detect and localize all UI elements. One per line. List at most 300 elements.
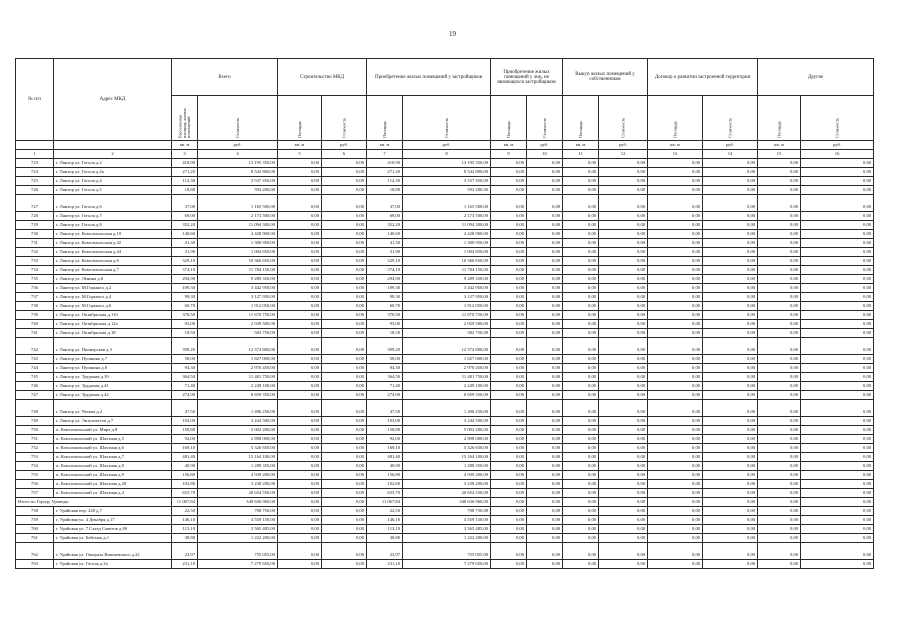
value-cell: 0,00: [278, 338, 322, 355]
value-cell: 0,00: [599, 168, 648, 177]
value-cell: 0,00: [648, 507, 703, 516]
value-cell: 582 750,00: [198, 329, 278, 338]
value-cell: 40,90: [172, 462, 198, 471]
row-number: 748: [16, 400, 54, 417]
value-cell: 0,00: [801, 186, 874, 195]
row-number: 757: [16, 489, 54, 498]
value-cell: 0,00: [801, 195, 874, 212]
address-cell: г. Лянтор ул. Гоголя д.2: [54, 159, 172, 168]
value-cell: 0,00: [648, 239, 703, 248]
value-cell: 0,00: [527, 355, 563, 364]
value-cell: 0,00: [563, 391, 599, 400]
value-cell: 0,00: [278, 364, 322, 373]
value-cell: 0,00: [527, 560, 563, 569]
value-cell: 0,00: [322, 239, 367, 248]
value-cell: 0,00: [703, 480, 758, 489]
value-cell: 0,00: [801, 534, 874, 543]
value-cell: 0,00: [491, 507, 527, 516]
table-row: [16, 311, 874, 320]
value-cell: 0,00: [563, 293, 599, 302]
value-cell: 0,00: [278, 560, 322, 569]
value-cell: 102,80: [367, 480, 403, 489]
value-cell: 0,00: [599, 177, 648, 186]
row-number: 728: [16, 212, 54, 221]
table-row: [16, 239, 874, 248]
value-cell: 370,50: [367, 311, 403, 320]
address-cell: г. Урайовая ул. 4 Декабря д.17: [54, 516, 172, 525]
address-cell: п. Комсомольский ул. Шахтная д.6: [54, 444, 172, 453]
value-cell: 23,97: [172, 543, 198, 560]
value-cell: 0,00: [527, 435, 563, 444]
row-number: 752: [16, 444, 54, 453]
table-row: [16, 435, 874, 444]
value-cell: 3 127 950,00: [198, 293, 278, 302]
value-cell: 0,00: [703, 320, 758, 329]
row-number: 725: [16, 177, 54, 186]
address-cell: п. Комсомольский ул. Мира д.8: [54, 426, 172, 435]
value-cell: 0,00: [758, 275, 801, 284]
value-cell: 0,00: [648, 230, 703, 239]
value-cell: 0,00: [527, 230, 563, 239]
value-cell: 60,70: [172, 302, 198, 311]
value-cell: 4 939 200,00: [403, 471, 491, 480]
column-number: 2: [54, 150, 172, 159]
value-cell: 0,00: [758, 364, 801, 373]
value-cell: 0,00: [801, 525, 874, 534]
value-cell: 0,00: [322, 230, 367, 239]
value-cell: 69,00: [172, 212, 198, 221]
value-cell: 102,80: [172, 480, 198, 489]
subheader-area: Площадь: [563, 96, 599, 141]
value-cell: 1 496 250,00: [198, 400, 278, 417]
value-cell: 15 164 100,00: [403, 453, 491, 462]
value-cell: 0,00: [703, 293, 758, 302]
value-cell: 0,00: [322, 329, 367, 338]
value-cell: 0,00: [599, 311, 648, 320]
address-cell: г. Лянтор ул. М.Горького д.2: [54, 284, 172, 293]
value-cell: 22,50: [172, 507, 198, 516]
value-cell: 0,00: [491, 186, 527, 195]
value-cell: 0,00: [703, 329, 758, 338]
value-cell: 0,00: [322, 364, 367, 373]
value-cell: 0,00: [648, 159, 703, 168]
value-cell: 329,10: [367, 257, 403, 266]
value-cell: 0,00: [527, 453, 563, 462]
table-row: [16, 212, 874, 221]
value-cell: 0,00: [491, 168, 527, 177]
value-cell: 0,00: [322, 525, 367, 534]
value-cell: 655,70: [172, 489, 198, 498]
value-cell: 0,00: [322, 498, 367, 507]
value-cell: 0,00: [801, 435, 874, 444]
value-cell: 0,00: [322, 212, 367, 221]
row-number: 737: [16, 293, 54, 302]
row-number: 723: [16, 159, 54, 168]
value-cell: 0,00: [703, 444, 758, 453]
value-cell: 0,00: [563, 444, 599, 453]
value-cell: 0,00: [278, 159, 322, 168]
value-cell: 0,00: [648, 248, 703, 257]
value-cell: 0,00: [758, 560, 801, 569]
value-cell: 0,00: [322, 257, 367, 266]
value-cell: 0,00: [322, 302, 367, 311]
value-cell: 0,00: [703, 560, 758, 569]
value-cell: 0,00: [801, 257, 874, 266]
value-cell: 0,00: [703, 275, 758, 284]
row-number: 735: [16, 275, 54, 284]
row-number: 753: [16, 453, 54, 462]
value-cell: 4 559 150,00: [403, 516, 491, 525]
value-cell: 0,00: [801, 489, 874, 498]
value-cell: 0,00: [322, 373, 367, 382]
value-cell: 0,00: [527, 257, 563, 266]
value-cell: 0,00: [491, 453, 527, 462]
table-row: [16, 525, 874, 534]
value-cell: 0,00: [648, 355, 703, 364]
value-cell: 1 004 850,00: [403, 248, 491, 257]
value-cell: 0,00: [703, 221, 758, 230]
value-cell: 8 542 800,00: [198, 168, 278, 177]
value-cell: 113,19: [367, 525, 403, 534]
subheader-cost: Стоимость: [599, 96, 648, 141]
value-cell: 755 055,00: [198, 543, 278, 560]
value-cell: 0,00: [801, 391, 874, 400]
value-cell: 3 537 450,00: [403, 177, 491, 186]
subheader-cost: Стоимость: [322, 96, 367, 141]
value-cell: 0,00: [758, 489, 801, 498]
units-area: кв. м: [758, 141, 801, 150]
value-cell: 0,00: [491, 293, 527, 302]
value-cell: 2 898 000,00: [403, 435, 491, 444]
value-cell: 0,00: [527, 195, 563, 212]
row-number: 729: [16, 221, 54, 230]
subheader-area: Площадь: [491, 96, 527, 141]
value-cell: 655,70: [367, 489, 403, 498]
value-cell: 0,00: [491, 311, 527, 320]
address-cell: г. Лянтор ул. Энтузиастов д.7: [54, 417, 172, 426]
value-cell: 0,00: [491, 560, 527, 569]
value-cell: 708 750,00: [403, 507, 491, 516]
value-cell: 0,00: [527, 168, 563, 177]
value-cell: 0,00: [801, 498, 874, 507]
value-cell: 0,00: [758, 444, 801, 453]
value-cell: 0,00: [758, 543, 801, 560]
value-cell: 0,00: [599, 257, 648, 266]
value-cell: 0,00: [703, 417, 758, 426]
value-cell: 0,00: [758, 400, 801, 417]
value-cell: 0,00: [563, 364, 599, 373]
value-cell: 0,00: [801, 480, 874, 489]
value-cell: 0,00: [563, 426, 599, 435]
value-cell: 0,00: [648, 453, 703, 462]
table-row: [16, 186, 874, 195]
value-cell: 0,00: [278, 275, 322, 284]
value-cell: 7 279 650,00: [198, 560, 278, 569]
value-cell: 11 784 150,00: [403, 266, 491, 275]
value-cell: 0,00: [703, 230, 758, 239]
value-cell: 0,00: [322, 284, 367, 293]
address-cell: г. Лянтор ул. Комсомольская д.44: [54, 248, 172, 257]
value-cell: 0,00: [801, 453, 874, 462]
value-cell: 140,60: [172, 230, 198, 239]
value-cell: 582 750,00: [403, 329, 491, 338]
value-cell: 0,00: [648, 186, 703, 195]
column-number: 13: [648, 150, 703, 159]
row-number: 746: [16, 382, 54, 391]
value-cell: 0,00: [801, 560, 874, 569]
value-cell: 0,00: [648, 293, 703, 302]
value-cell: 2 249 100,00: [198, 382, 278, 391]
table-row: [16, 159, 874, 168]
value-cell: 0,00: [801, 275, 874, 284]
value-cell: 11 094 300,00: [403, 221, 491, 230]
value-cell: 0,00: [527, 338, 563, 355]
value-cell: 0,00: [563, 177, 599, 186]
table-row: [16, 177, 874, 186]
value-cell: 5 326 650,00: [198, 444, 278, 453]
value-cell: 0,00: [563, 195, 599, 212]
value-cell: 0,00: [703, 239, 758, 248]
value-cell: 0,00: [278, 257, 322, 266]
value-cell: 0,00: [563, 320, 599, 329]
value-cell: 0,00: [491, 525, 527, 534]
value-cell: 0,00: [599, 480, 648, 489]
row-number: 762: [16, 543, 54, 560]
value-cell: 92,00: [172, 435, 198, 444]
address-cell: г. Урайовая ул. 7 Съезд Советов д.90: [54, 525, 172, 534]
value-cell: 0,00: [703, 177, 758, 186]
row-number: 751: [16, 435, 54, 444]
value-cell: 0,00: [801, 320, 874, 329]
subheader-area: Площадь: [758, 96, 801, 141]
value-cell: 592 200,00: [198, 186, 278, 195]
value-cell: 0,00: [703, 364, 758, 373]
value-cell: 0,00: [322, 462, 367, 471]
value-cell: 0,00: [322, 543, 367, 560]
value-cell: 41,30: [172, 239, 198, 248]
value-cell: 169,10: [367, 444, 403, 453]
value-cell: 0,00: [758, 329, 801, 338]
value-cell: 146,10: [172, 516, 198, 525]
units-cost: руб.: [599, 141, 648, 150]
value-cell: 0,00: [801, 426, 874, 435]
value-cell: 0,00: [648, 471, 703, 480]
value-cell: 0,00: [563, 525, 599, 534]
value-cell: 0,00: [491, 221, 527, 230]
value-cell: 0,00: [491, 159, 527, 168]
value-cell: 0,00: [648, 525, 703, 534]
value-cell: 0,00: [278, 221, 322, 230]
value-cell: 158,80: [367, 426, 403, 435]
row-number: 759: [16, 516, 54, 525]
value-cell: 0,00: [703, 373, 758, 382]
value-cell: 0,00: [563, 284, 599, 293]
group-header-development-contract: Договор о развитии застроенной территории: [648, 59, 758, 96]
value-cell: 0,00: [278, 302, 322, 311]
row-number: 760: [16, 525, 54, 534]
value-cell: 0,00: [703, 338, 758, 355]
table-row: [16, 444, 874, 453]
row-number: 738: [16, 302, 54, 311]
value-cell: 0,00: [527, 525, 563, 534]
value-cell: 0,00: [703, 311, 758, 320]
value-cell: 0,00: [527, 444, 563, 453]
group-header-purchase-non-developers: Приобретение жилых помещений у лиц, не являющихся застройщиком: [491, 59, 563, 96]
value-cell: 60,70: [367, 302, 403, 311]
value-cell: 0,00: [703, 400, 758, 417]
value-cell: 364,50: [367, 373, 403, 382]
units-area: кв. м: [278, 141, 322, 150]
value-cell: 99,30: [367, 293, 403, 302]
value-cell: 0,00: [758, 462, 801, 471]
units-cost: руб.: [801, 141, 874, 150]
value-cell: 0,00: [563, 186, 599, 195]
value-cell: 0,00: [563, 462, 599, 471]
value-cell: 0,00: [527, 293, 563, 302]
value-cell: 0,00: [491, 329, 527, 338]
value-cell: 348 636 960,00: [403, 498, 491, 507]
value-cell: 1 288 350,00: [403, 462, 491, 471]
column-number: 12: [599, 150, 648, 159]
value-cell: 399,20: [367, 338, 403, 355]
value-cell: 0,00: [322, 534, 367, 543]
value-cell: 1 004 850,00: [198, 248, 278, 257]
value-cell: 0,00: [322, 435, 367, 444]
value-cell: 0,00: [703, 186, 758, 195]
units-cost: руб.: [322, 141, 367, 150]
value-cell: 112,30: [172, 177, 198, 186]
value-cell: 8 659 350,00: [403, 391, 491, 400]
value-cell: 0,00: [278, 329, 322, 338]
value-cell: 1 827 000,00: [198, 355, 278, 364]
address-cell: г. Лянтор ул. Пушкина д.7: [54, 355, 172, 364]
value-cell: 0,00: [563, 311, 599, 320]
value-cell: 0,00: [527, 212, 563, 221]
value-cell: 0,00: [527, 221, 563, 230]
address-cell: г. Лянтор ул. М.Горького д.4: [54, 293, 172, 302]
value-cell: 0,00: [563, 230, 599, 239]
row-number: 749: [16, 417, 54, 426]
value-cell: 0,00: [322, 489, 367, 498]
value-cell: 11 670 750,00: [403, 311, 491, 320]
value-cell: 0,00: [278, 293, 322, 302]
value-cell: 0,00: [703, 284, 758, 293]
value-cell: 0,00: [648, 168, 703, 177]
value-cell: 20 654 550,00: [198, 489, 278, 498]
value-cell: 0,00: [491, 302, 527, 311]
value-cell: 0,00: [278, 168, 322, 177]
value-cell: 0,00: [648, 311, 703, 320]
row-number: 758: [16, 507, 54, 516]
value-cell: 113,19: [172, 525, 198, 534]
value-cell: 0,00: [599, 338, 648, 355]
table-row: [16, 168, 874, 177]
value-cell: 0,00: [758, 507, 801, 516]
value-cell: 352,20: [172, 221, 198, 230]
value-cell: 0,00: [527, 186, 563, 195]
value-cell: 1 912 050,00: [403, 302, 491, 311]
value-cell: 329,10: [172, 257, 198, 266]
subheader-area: Площадь: [367, 96, 403, 141]
value-cell: 0,00: [758, 195, 801, 212]
value-cell: 755 055,00: [403, 543, 491, 560]
table-row: [16, 230, 874, 239]
value-cell: 0,00: [648, 462, 703, 471]
value-cell: 0,00: [648, 177, 703, 186]
row-number: 739: [16, 311, 54, 320]
table-row: [16, 507, 874, 516]
value-cell: 0,00: [278, 507, 322, 516]
value-cell: 0,00: [758, 257, 801, 266]
value-cell: 140,60: [367, 230, 403, 239]
value-cell: 37,00: [367, 195, 403, 212]
value-cell: 0,00: [278, 471, 322, 480]
value-cell: 0,00: [527, 516, 563, 525]
table-row: [16, 293, 874, 302]
value-cell: 0,00: [563, 266, 599, 275]
value-cell: 481,40: [172, 453, 198, 462]
value-cell: 0,00: [758, 230, 801, 239]
value-cell: 0,00: [599, 302, 648, 311]
address-cell: п. Комсомольский ул. Шахтная д.9: [54, 471, 172, 480]
value-cell: 0,00: [648, 302, 703, 311]
value-cell: 370,50: [172, 311, 198, 320]
address-cell: г. Лянтор ул. Комсомольская д.7: [54, 266, 172, 275]
table-row: [16, 534, 874, 543]
value-cell: 0,00: [527, 275, 563, 284]
value-cell: 0,00: [278, 480, 322, 489]
address-cell: г. Урайовая ул. Бейсмоя д.1: [54, 534, 172, 543]
value-cell: 99,30: [172, 293, 198, 302]
column-number: 16: [801, 150, 874, 159]
subheader-area: Площадь: [648, 96, 703, 141]
value-cell: 0,00: [322, 338, 367, 355]
value-cell: 0,00: [599, 373, 648, 382]
value-cell: 58,00: [172, 355, 198, 364]
table-row: [16, 462, 874, 471]
value-cell: 109,30: [172, 284, 198, 293]
value-cell: 0,00: [599, 293, 648, 302]
value-cell: 0,00: [491, 177, 527, 186]
value-cell: 3 565 485,00: [198, 525, 278, 534]
value-cell: 0,00: [648, 329, 703, 338]
value-cell: 38,80: [172, 534, 198, 543]
value-cell: 0,00: [599, 426, 648, 435]
value-cell: 0,00: [527, 400, 563, 417]
value-cell: 0,00: [703, 507, 758, 516]
row-number: 733: [16, 257, 54, 266]
row-number: 747: [16, 391, 54, 400]
value-cell: 0,00: [599, 159, 648, 168]
value-cell: 0,00: [278, 426, 322, 435]
value-cell: 364,50: [172, 373, 198, 382]
value-cell: 0,00: [599, 435, 648, 444]
value-cell: 0,00: [278, 266, 322, 275]
value-cell: 0,00: [491, 489, 527, 498]
value-cell: 1 165 500,00: [403, 195, 491, 212]
value-cell: 0,00: [599, 364, 648, 373]
value-cell: 3 442 950,00: [198, 284, 278, 293]
value-cell: 41,30: [367, 239, 403, 248]
table-row: [16, 364, 874, 373]
value-cell: 0,00: [758, 293, 801, 302]
value-cell: 0,00: [703, 355, 758, 364]
value-cell: 0,00: [491, 320, 527, 329]
value-cell: 0,00: [491, 239, 527, 248]
value-cell: 0,00: [527, 302, 563, 311]
value-cell: 0,00: [599, 230, 648, 239]
value-cell: 0,00: [801, 462, 874, 471]
